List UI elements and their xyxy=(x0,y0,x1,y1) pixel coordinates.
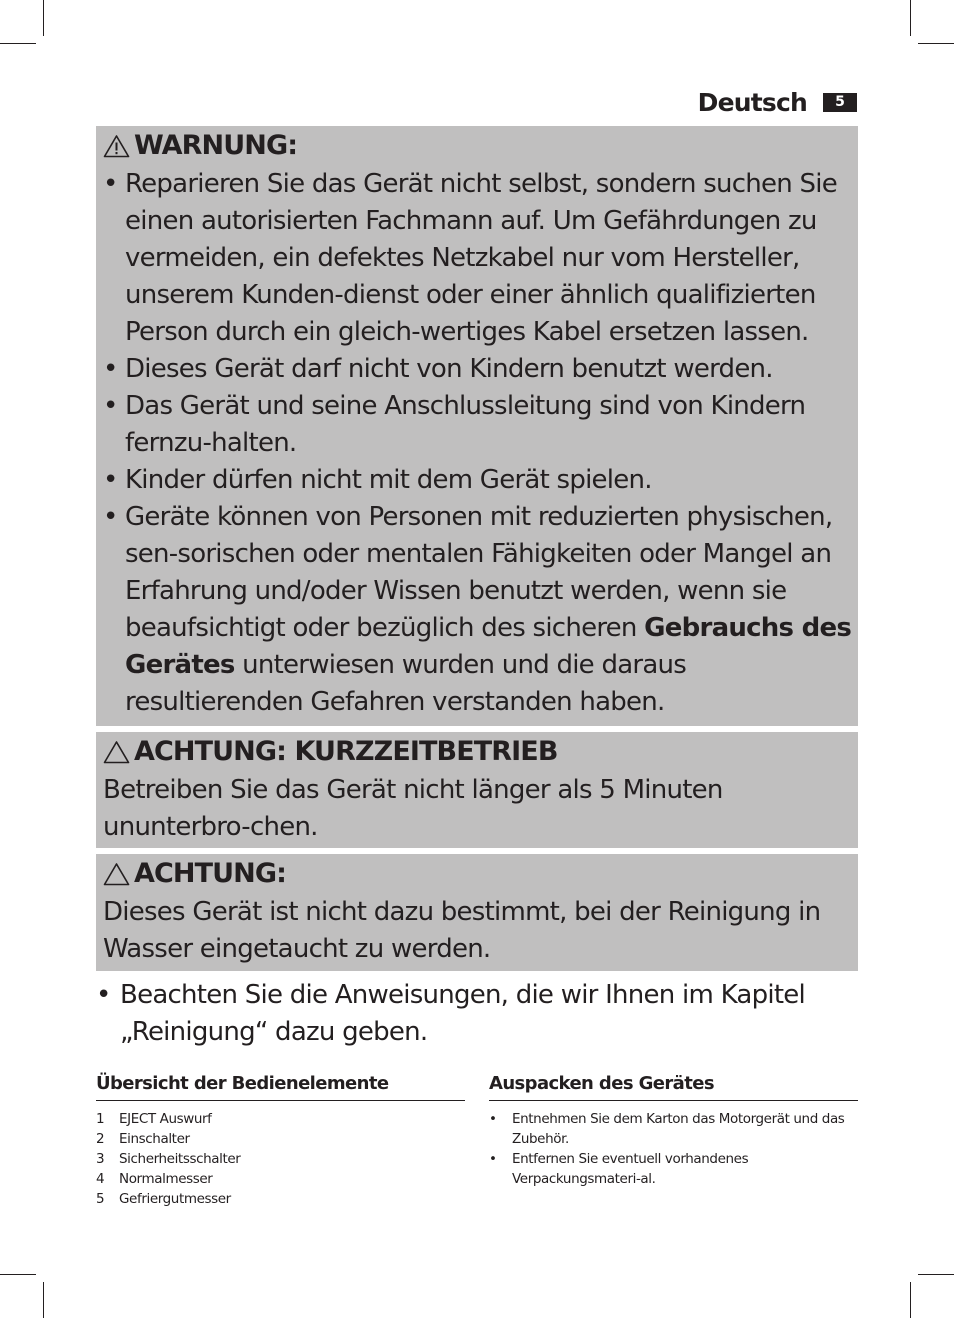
short-time-title: ACHTUNG: KURZZEITBETRIEB xyxy=(134,736,558,767)
item-number: 4 xyxy=(96,1171,105,1187)
unpacking-heading: Auspacken des Gerätes xyxy=(489,1070,858,1101)
crop-mark xyxy=(43,0,44,36)
unpacking-section xyxy=(489,1070,858,1189)
cleaning-note-text: Beachten Sie die Anweisungen, die wir Ihnen im Kapitel „Reinigung“ dazu geben. xyxy=(120,980,805,1047)
list-item: • Das Gerät und seine Anschlussleitung sind von Kindern fernzu-halten. xyxy=(103,388,852,462)
warning-triangle-icon xyxy=(103,134,130,158)
unpacking-list xyxy=(489,1109,858,1189)
item-label: EJECT Auswurf xyxy=(119,1111,212,1127)
bullet: • xyxy=(489,1151,497,1167)
item-text: Entnehmen Sie dem Karton das Motorgerät und das Zubehör. xyxy=(512,1111,845,1147)
item-emphasis: Gebrauchs des Gerätes xyxy=(125,613,852,680)
warning-triangle-icon xyxy=(103,740,130,764)
list-item: • Kinder dürfen nicht mit dem Gerät spielen. xyxy=(103,462,852,499)
warning-list xyxy=(103,166,852,721)
short-time-operation-box xyxy=(96,732,858,848)
list-item xyxy=(103,499,852,721)
item-text: Geräte können von Personen mit reduzierten physischen, sen-sorischen oder mentalen Fähigkeiten oder Mangel an Erfahrung und/oder Wissen benutzt werden, wenn sie beaufsichtigt oder bezüglich des sicheren xyxy=(125,502,833,643)
item-number: 2 xyxy=(96,1131,105,1147)
page-header xyxy=(698,86,857,118)
crop-mark xyxy=(43,1282,44,1318)
page-number: 5 xyxy=(823,93,857,112)
list-item xyxy=(96,1109,465,1129)
item-number: 5 xyxy=(96,1191,105,1207)
warning-title: WARNUNG: xyxy=(134,130,298,161)
warning-box xyxy=(96,126,858,726)
water-text: Dieses Gerät ist nicht dazu bestimmt, bei der Reinigung in Wasser eingetaucht zu werden. xyxy=(103,897,821,964)
controls-list xyxy=(96,1109,465,1209)
warning-heading xyxy=(103,126,852,166)
item-label: Einschalter xyxy=(119,1131,190,1147)
list-item: • Dieses Gerät darf nicht von Kindern benutzt werden. xyxy=(103,351,852,388)
crop-mark xyxy=(910,0,911,36)
list-item: • Reparieren Sie das Gerät nicht selbst, sondern suchen Sie einen autorisierten Fachmann auf. Um Gefährdungen zu vermeiden, ein defektes Netzkabel nur vom Hersteller, unserem Kunden-dienst oder einer ähnlich qualifizierten Person durch ein gleich-wertiges Kabel ersetzen lassen. xyxy=(103,166,852,351)
crop-mark xyxy=(0,43,36,44)
item-label: Sicherheitsschalter xyxy=(119,1151,241,1167)
controls-overview-section xyxy=(96,1070,465,1209)
list-item xyxy=(489,1149,858,1189)
water-heading xyxy=(103,854,852,894)
controls-overview-heading: Übersicht der Bedienelemente xyxy=(96,1070,465,1101)
list-item xyxy=(96,1129,465,1149)
list-item xyxy=(96,1189,465,1209)
crop-mark xyxy=(918,43,954,44)
list-item xyxy=(96,1149,465,1169)
water-warning-box xyxy=(96,854,858,971)
item-label: Gefriergutmesser xyxy=(119,1191,231,1207)
cleaning-note xyxy=(96,977,858,1051)
item-text: unterwiesen wurden und die daraus resultierenden Gefahren verstanden haben. xyxy=(125,650,687,717)
crop-mark xyxy=(0,1274,36,1275)
item-number: 1 xyxy=(96,1111,105,1127)
list-item xyxy=(96,1169,465,1189)
crop-mark xyxy=(918,1274,954,1275)
short-time-text: Betreiben Sie das Gerät nicht länger als 5 Minuten ununterbro-chen. xyxy=(103,775,723,842)
item-text: Entfernen Sie eventuell vorhandenes Verpackungsmateri-al. xyxy=(512,1151,749,1187)
bullet: • xyxy=(489,1111,497,1127)
water-title: ACHTUNG: xyxy=(134,858,287,889)
bullet: • xyxy=(96,980,111,1010)
crop-mark xyxy=(910,1282,911,1318)
item-label: Normalmesser xyxy=(119,1171,213,1187)
warning-triangle-icon xyxy=(103,862,130,886)
item-number: 3 xyxy=(96,1151,105,1167)
language-label: Deutsch xyxy=(697,87,807,117)
short-time-heading xyxy=(103,732,852,772)
list-item xyxy=(489,1109,858,1149)
